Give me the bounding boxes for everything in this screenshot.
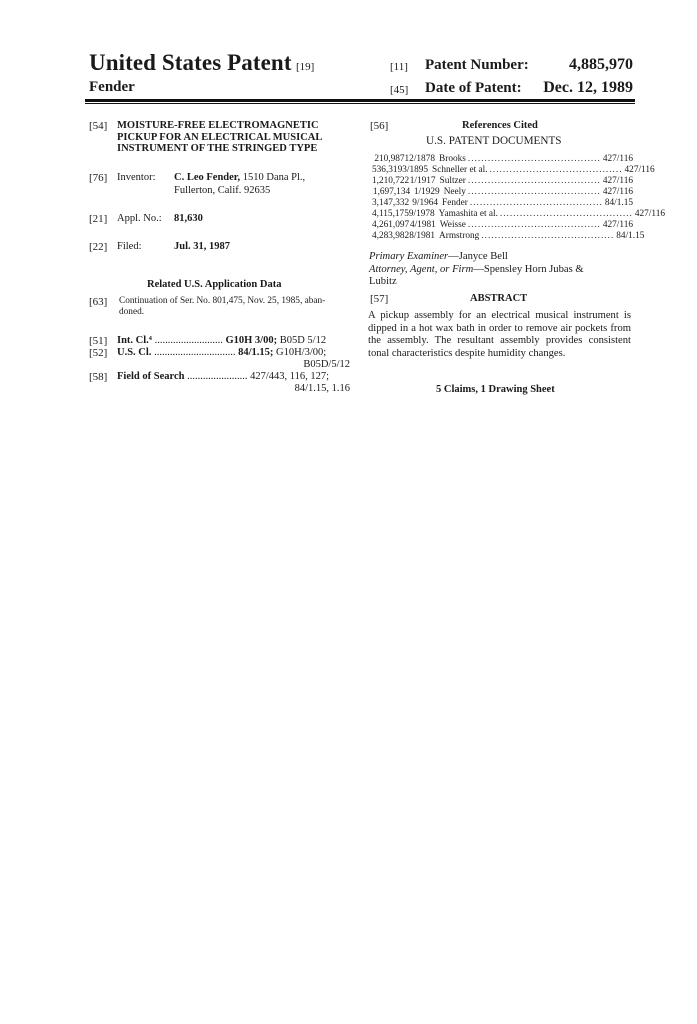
int-cl-label: Int. Cl.⁴ [117,335,152,346]
reference-number: 1,697,134 [372,187,411,197]
reference-leader: ........................................ [489,165,623,175]
appl-number: 81,630 [174,213,203,224]
date-code: [45] [390,84,409,96]
continuation-line: Continuation of Ser. No. 801,475, Nov. 25, 1985, aban- [119,296,326,306]
reference-name: Armstrong [439,231,480,241]
appl-label: Appl. No.: [117,213,162,224]
continuation-code: [63] [89,296,108,308]
reference-class: 427/116 [634,209,665,219]
int-cl-code: [51] [89,335,108,347]
filed-date: Jul. 31, 1987 [174,241,231,252]
abstract-body [368,310,631,360]
abstract-text: A pickup assembly for an electrical musical instrument is dipped in a hot wax bath in order to remove air pockets from the assembly. The resultant assembly provides consistent tonal characteristics despite humidity changes. [368,310,631,359]
attorney-name: —Spensley Horn Jubas & [473,263,584,275]
patent-number: 4,885,970 [569,56,633,73]
continuation-line: doned. [119,307,145,317]
reference-row [372,187,633,198]
reference-name: Neely [443,187,466,197]
reference-date: 1/1929 [413,187,440,197]
reference-date: 4/1981 [409,220,436,230]
int-cl-primary: G10H 3/00; [225,335,278,346]
us-cl-primary: 84/1.15; [238,347,274,358]
inventor-address-1: 1510 Dana Pl., [242,172,306,183]
claims-summary: 5 Claims, 1 Drawing Sheet [436,384,555,395]
invention-title [117,120,322,155]
reference-name: Brooks [439,154,466,164]
references-subheading: U.S. PATENT DOCUMENTS [426,135,562,147]
field-search-dots: ....................... [187,371,248,382]
patent-number-label: Patent Number: [425,57,529,73]
reference-number: 4,115,175 [372,209,409,219]
reference-name: Yamashita et al. [438,209,498,219]
reference-number: 4,283,982 [372,231,410,241]
inventor-name: C. Leo Fender, [174,172,241,183]
primary-examiner-name: —Janyce Bell [448,251,508,262]
abstract-heading: ABSTRACT [470,293,528,304]
reference-leader: ........................................ [467,154,601,164]
patent-number-code: [11] [390,61,408,73]
title-code: [19] [296,61,315,73]
reference-leader: ........................................ [469,198,603,208]
us-cl-secondary: G10H/3/00; [275,347,327,358]
invention-title-line: INSTRUMENT OF THE STRINGED TYPE [117,143,318,154]
field-search-entry [117,371,329,384]
invention-title-line: PICKUP FOR AN ELECTRICAL MUSICAL [117,131,323,143]
inventor-label: Inventor: [117,172,156,183]
reference-class: 427/116 [624,165,655,175]
field-search-label: Field of Search [117,371,185,382]
us-cl-label: U.S. Cl. [117,347,152,358]
header-rule-bottom [85,103,635,104]
title-section-code: [54] [89,120,108,132]
reference-leader: ........................................ [499,209,633,219]
field-search-code: [58] [89,371,108,383]
filed-code: [22] [89,241,108,253]
us-cl-line-2: B05D/5/12 [303,359,350,370]
reference-name: Weisse [439,220,466,230]
reference-class: 84/1.15 [604,198,633,208]
reference-number: 536,319 [372,165,403,175]
reference-number: 1,210,722 [372,176,410,186]
reference-leader: ........................................ [467,187,601,197]
reference-leader: ........................................ [481,231,615,241]
reference-row [372,209,665,220]
inventor-code: [76] [89,172,108,184]
reference-row [372,165,655,176]
reference-row [372,220,633,231]
reference-class: 427/116 [602,154,633,164]
continuation-text [119,296,325,318]
field-search-line-2: 84/1.15, 1.16 [294,383,350,394]
references-heading: References Cited [462,120,538,131]
date-label: Date of Patent: [425,80,522,96]
patent-date: Dec. 12, 1989 [543,79,633,96]
primary-examiner-label: Primary Examiner [369,251,449,262]
int-cl-dots: .......................... [154,335,223,346]
reference-leader: ........................................ [467,220,601,230]
reference-number: 4,261,097 [372,220,410,230]
reference-class: 427/116 [602,187,633,197]
attorney-name-line-2: Lubitz [369,276,397,287]
reference-leader: ........................................ [467,176,601,186]
reference-name: Schneller et al. [432,165,488,175]
references-code: [56] [370,120,389,132]
references-table [372,154,665,242]
inventor-entry [174,172,305,197]
reference-number: 3,147,332 [372,198,410,208]
reference-date: 9/1978 [408,209,435,219]
reference-class: 84/1.15 [616,231,645,241]
reference-name: Fender [442,198,468,208]
reference-date: 1/1917 [409,176,436,186]
attorney-label: Attorney, Agent, or Firm [369,263,474,275]
inventor-surname-header: Fender [89,79,135,95]
reference-date: 12/1878 [404,154,436,164]
appl-code: [21] [89,213,108,225]
abstract-code: [57] [370,293,389,305]
header-rule-top [85,99,635,102]
inventor-address-2: Fullerton, Calif. 92635 [174,184,271,196]
reference-class: 427/116 [602,220,633,230]
reference-name: Sultzer [439,176,466,186]
us-cl-code: [52] [89,347,108,359]
reference-row [372,198,633,209]
reference-class: 427/116 [602,176,633,186]
examiner-block [369,251,584,289]
reference-row [372,231,645,242]
reference-date: 9/1964 [412,198,439,208]
reference-date: 8/1981 [409,231,436,241]
related-application-heading: Related U.S. Application Data [147,279,282,290]
reference-row [372,154,633,165]
us-cl-dots: ............................... [154,347,236,358]
reference-number: 210,987 [374,154,405,164]
int-cl-entry [117,335,326,348]
reference-date: 3/1895 [402,165,429,175]
filed-label: Filed: [117,241,142,252]
patent-title: United States Patent [89,50,292,75]
us-cl-entry [117,347,326,360]
reference-row [372,176,633,187]
int-cl-secondary: B05D 5/12 [279,335,327,346]
field-search-classes: 427/443, 116, 127; [250,371,330,382]
invention-title-line: MOISTURE-FREE ELECTROMAGNETIC [117,120,319,131]
